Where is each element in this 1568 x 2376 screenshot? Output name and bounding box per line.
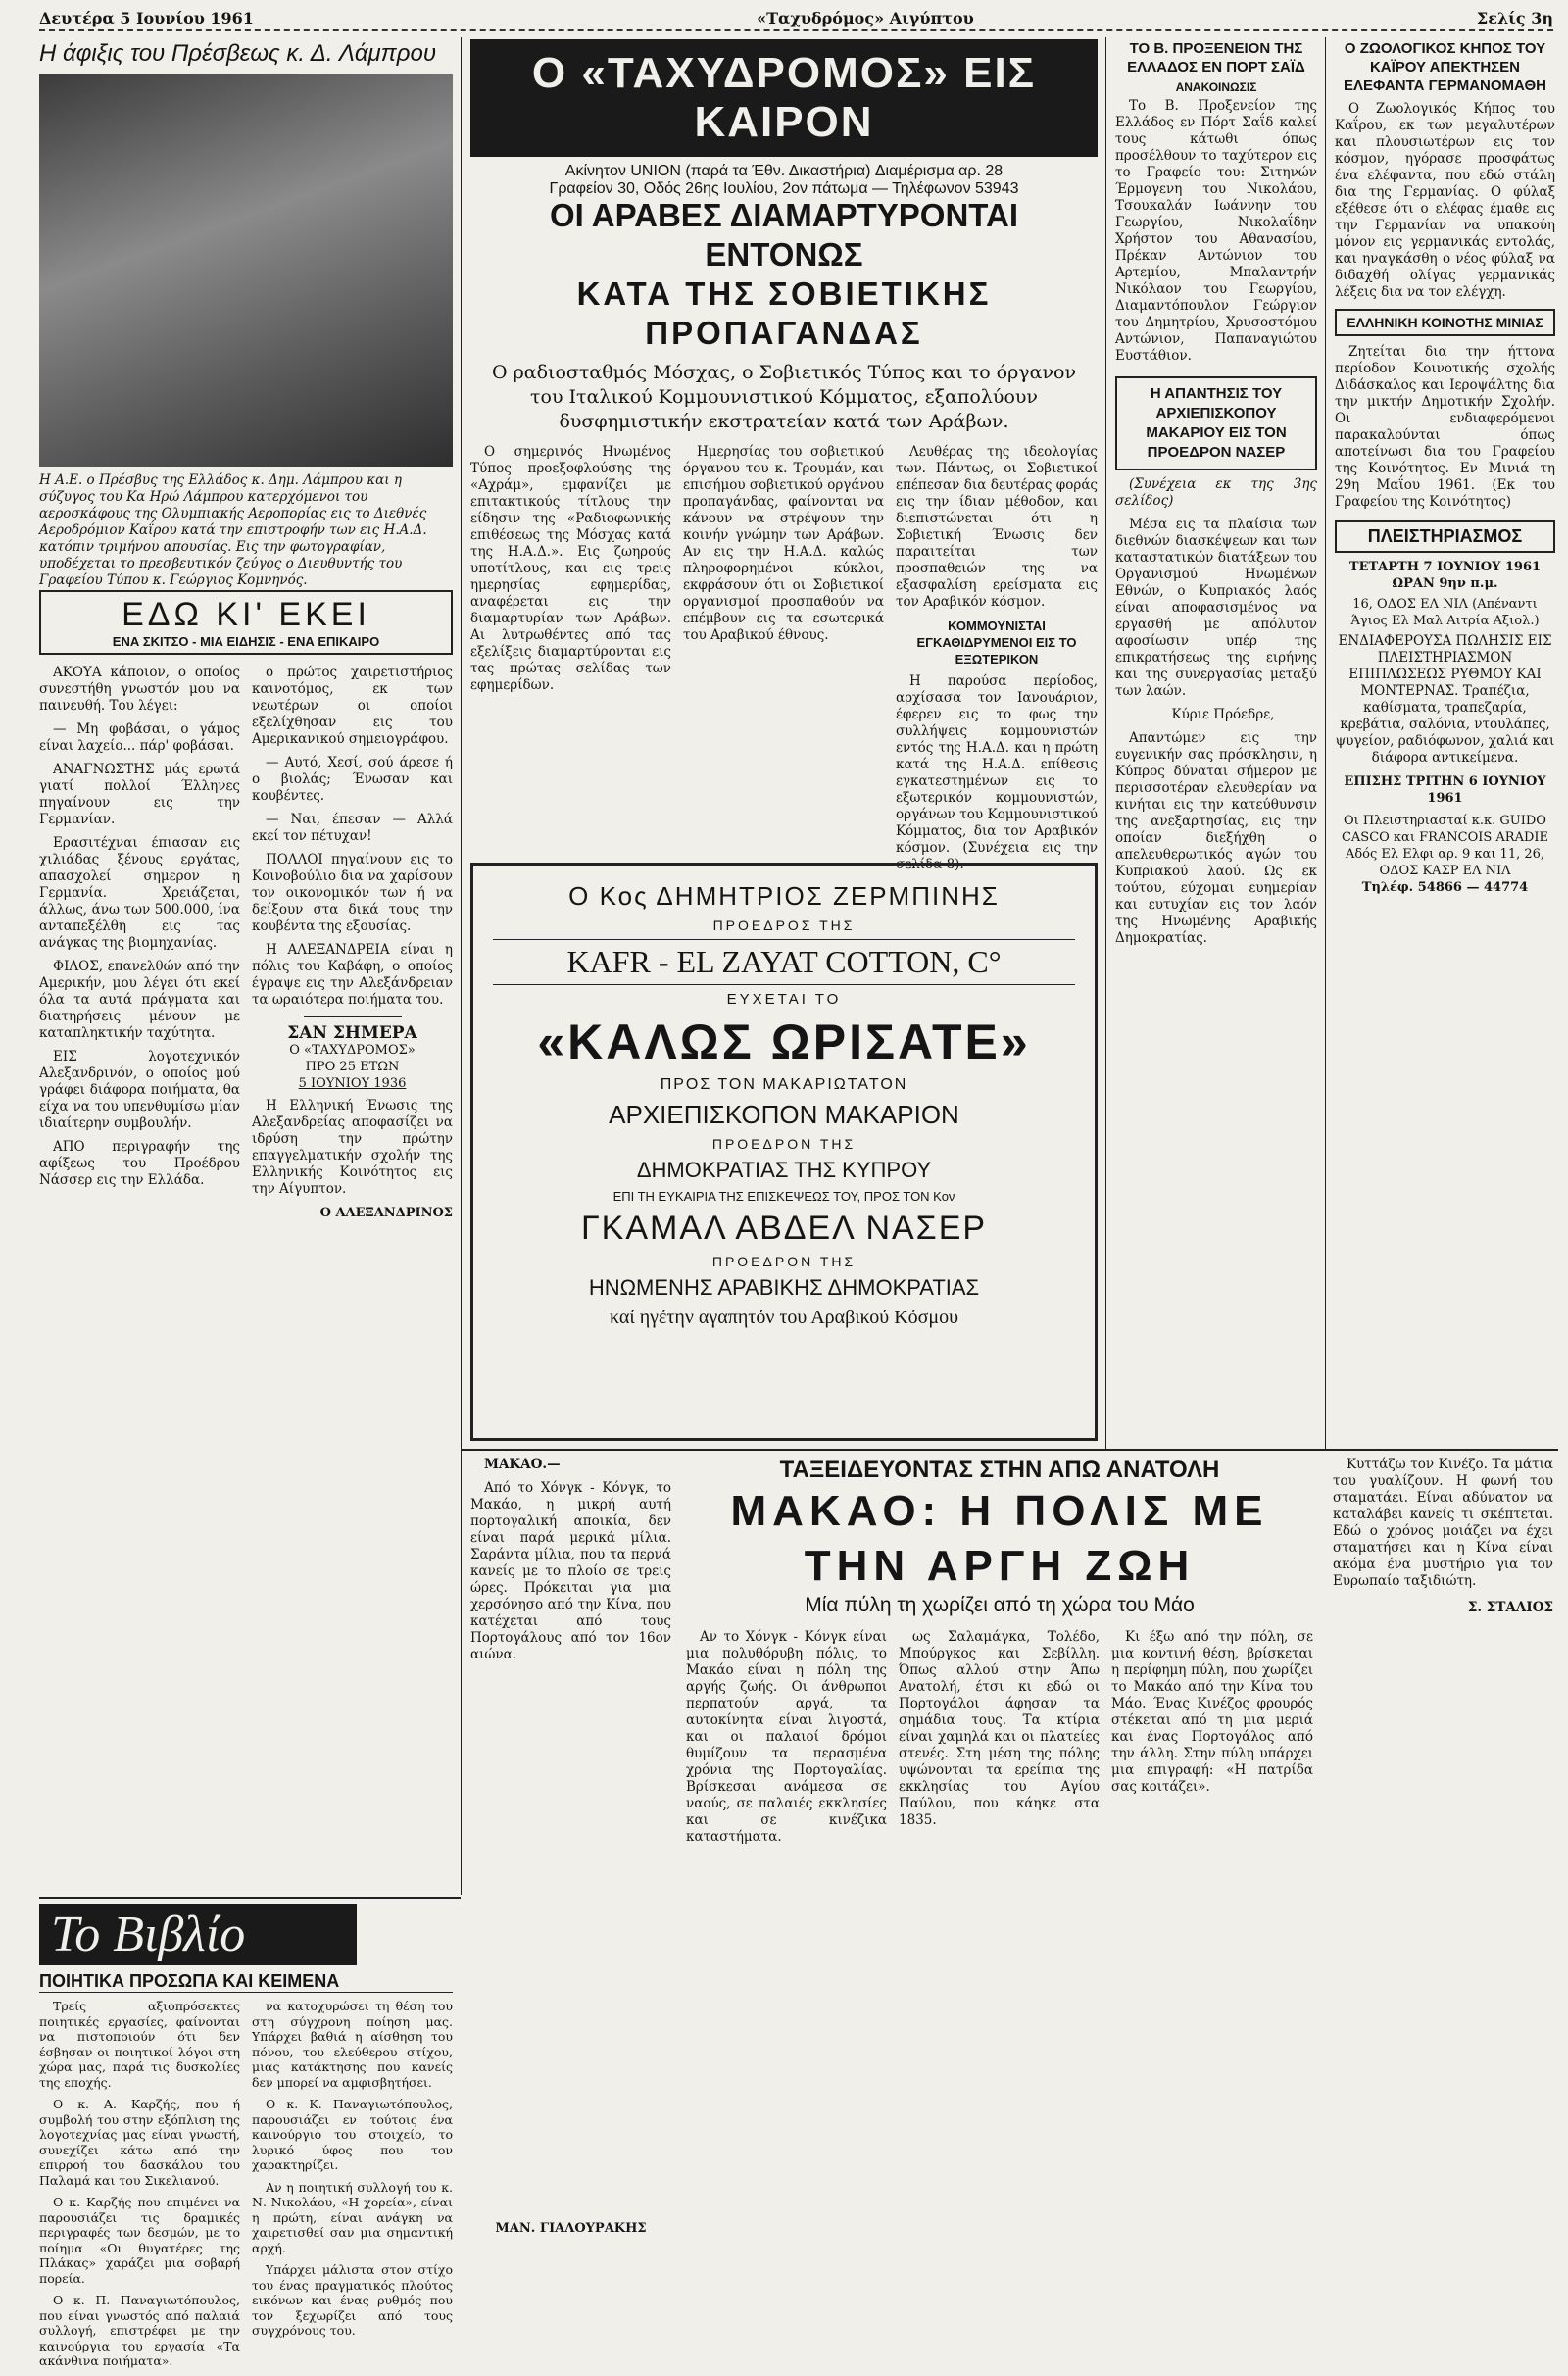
makao-col-2 [899,1629,1100,1853]
auction-address: Αδός Ελ Ελφι αρ. 9 και 11, 26, ΟΔΟΣ ΚΑΣΡ ΕΛ ΝΙΛ [1345,847,1545,878]
section-rule [39,1897,461,1899]
header-newspaper: «Ταχυδρόμος» Αιγύπτου [757,8,974,27]
koinotis-title: ΕΛΛΗΝΙΚΗ ΚΟΙΝΟΤΗΣ ΜΙΝΙΑΣ [1335,309,1555,336]
book-section [39,1904,453,2368]
ad-welcome: «ΚΑΛΩΣ ΩΡΙΣΑΤΕ» [537,1015,1031,1069]
right-column [1335,39,1555,1441]
book-paragraph: Ο κ. Α. Καρζής, που ή συμβολή του στην εξόπλιση της λογοτεχνίας μας είναι γνωστή, συνεχίζει κάτω από την επιρροή του δασκάλου του Παλαμά και του Σικελιανού. [39,2097,240,2188]
lamprou-article [39,39,453,588]
today-title: ΣΑΝ ΣΗΜΕΡΑ [287,1023,417,1043]
makarios-title: Η ΑΠΑΝΤΗΣΙΣ ΤΟΥ ΑΡΧΙΕΠΙΣΚΟΠΟΥ ΜΑΚΑΡΙΟΥ ΕΙΣ ΤΟΝ ΠΡΟΕΔΡΟΝ ΝΑΣΕΡ [1115,376,1317,470]
zoo-title: Ο ΖΩΟΛΟΓΙΚΟΣ ΚΗΠΟΣ ΤΟΥ ΚΑΪΡΟΥ ΑΠΕΚΤΗΣΕΝ ΕΛΕΦΑΝΤΑ ΓΕΡΜΑΝΟΜΑΘΗ [1344,40,1546,94]
book-paragraph: Ο κ. Π. Παναγιωτόπουλος, που είναι γνωστός από παλαιά συλλογή, επιστρέφει με την καινούργια του εργασία «Τα ακάνθινα ποιήματα». [39,2293,240,2368]
today-paper: Ο «ΤΑΧΥΔΡΟΜΟΣ» [289,1043,416,1058]
ad-occasion: ΕΠΙ ΤΗ ΕΥΚΑΙΡΙΑ ΤΗΣ ΕΠΙΣΚΕΨΕΩΣ ΤΟΥ, ΠΡΟΣ ΤΟΝ Κον [612,1189,956,1204]
makao-col-3 [1111,1629,1313,1853]
edo-subtitle: ΕΝΑ ΣΚΙΤΣΟ - ΜΙΑ ΕΙΔΗΣΙΣ - ΕΝΑ ΕΠΙΚΑΙΡΟ [112,634,380,649]
makao-title: ΜΑΚΑΟ: Η ΠΟΛΙΣ ΜΕ ΤΗΝ ΑΡΓΗ ΖΩΗ [730,1487,1269,1590]
arabs-paragraph: Ημερησίας του σοβιετικού όργανου του κ. Τρουμάν, και επισήμου σοβιετικού οργάνου προπαγάνδας, φαίνονται να κάνουν να στρέψουν την κοινήν γνώμην των Αράβων. Αν εις την Η.Α.Δ. καλώς πληροφορημένοι κύκλοι, εκφράσουν ότι οι Σοβιετικοί οργανισμοί προσπαθούν να επέμβουν εις τα εσωτερικά του Αραβικού έθνους. [683,444,884,643]
edo-paragraph: ΠΟΛΛΟΙ πηγαίνουν εις το Κοινοβούλιο δια να χαρίσουν τον οικονομικόν των ή να δείξουν στα δικά τους την κουβέντα της εξουσίας. [252,852,453,934]
makarios-address: Κύριε Πρόεδρε, [1171,707,1275,722]
edo-paragraph: ΑΠΟ περιγραφήν της αφίξεως του Προέδρου Νάσσερ εις την Ελλάδα. [39,1139,240,1188]
auction-place: 16, ΟΔΟΣ ΕΛ ΝΙΛ (Απέναντι Άγιος Ελ Μαλ Αιτρία Αξιολ.) [1350,597,1540,628]
ad-wishes: ΕΥΧΕΤΑΙ ΤΟ [726,991,842,1008]
book-col-2 [252,1999,453,2376]
auction-date: ΤΕΤΑΡΤΗ 7 ΙΟΥΝΙΟΥ 1961 ΩΡΑΝ 9ην π.μ. [1348,560,1542,591]
makao-intro-text: Από το Χόνγκ - Κόνγκ, το Μακάο, η μικρή αυτή πορτογαλική αποικία, δεν είναι παρά μερικά μίλια. Σαράντα μίλια, που τα περνά κανείς με το πλοίο σε τρεις ώρες. Πρόκειται για μια χερσόνησο από την Κίνα, που κατέχεται από τους Πορτογάλους από τον 16ον αιώνα. [470,1480,671,1662]
edo-signature: Ο ΑΛΕΞΑΝΔΡΙΝΟΣ [319,1206,453,1220]
port-said-subtitle: ΑΝΑΚΟΙΝΩΣΙΣ [1175,80,1257,94]
edo-title: ΕΔΩ ΚΙ' ΕΚΕΙ [122,596,370,633]
ad-leader: καί ηγέτην αγαπητόν του Αραβικού Κόσμου [609,1307,959,1328]
makao-col-1 [686,1629,887,1853]
makao-signature-2: Σ. ΣΤΑΛΙΟΣ [1467,1600,1553,1615]
edo-paragraph: ο πρώτος χαιρετιστήριος καινοτόμος, εκ των νεωτέρων οι οποίοι εξελίχθησαν εις του Αμερικανικού σημειογράφου. [252,665,453,747]
column-rule [1105,37,1106,1449]
arabs-article [470,196,1098,872]
arabs-lead: Ο ραδιοσταθμός Μόσχας, ο Σοβιετικός Τύπος και το όργανον του Ιταλικού Κομμουνιστικού Κόμματος, εξαπολύουν δυσφημιστικήν εκστρατείαν κατά των Αράβων. [491,362,1077,432]
arabs-title-1: ΟΙ ΑΡΑΒΕΣ ΔΙΑΜΑΡΤΥΡΟΝΤΑΙ ΕΝΤΟΝΩΣ [549,197,1019,272]
edo-box [39,590,453,655]
ad-company: KAFR - EL ZAYAT COTTON, C° [493,939,1075,985]
ad-president-of: ΠΡΟΕΔΡΟΣ ΤΗΣ [712,917,856,933]
makao-paragraph: Κι έξω από την πόλη, σε μια κοντινή θέση, βρίσκεται η περίφημη πύλη, που χωρίζει το Μακάο από την Κίνα του Μάο. Ένας Κινέζος φρουρός στέκεται από τη μια μεριά και ένας Πορτογάλος από την άλλη. Στην πύλη υπάρχει μια επιγραφή: «Η πατρίδα σας κοιτάζει». [1111,1629,1313,1795]
arabs-col-1 [470,444,671,880]
edo-ki-ekei-column [39,590,453,1894]
makao-intro [470,1457,671,1670]
book-paragraph: Ο κ. Κ. Παναγιωτόπουλος, παρουσιάζει εν τούτοις ένα καινούργιο του στοιχείο, το λυρικό ύφος που τον χαρακτηρίζει. [252,2097,453,2172]
today-text: Η Ελληνική Ένωσις της Αλεξανδρείας αποφασίζει να ιδρύση την πρώτην επαγγελματικήν σχολήν της Ελληνικής Κοινότητος εις την Αίγυπτον. [252,1098,453,1197]
auction-tuesday: ΕΠΙΣΗΣ ΤΡΙΤΗΝ 6 ΙΟΥΝΙΟΥ 1961 [1344,774,1546,806]
header-date: Δευτέρα 5 Ιουνίου 1961 [39,8,254,27]
banner-address-2: Γραφείον 30, Οδός 26ης Ιουλίου, 2ον πάτωμα — Τηλέφωνον 53943 [549,180,1019,197]
arabs-paragraph: Ο σημερινός Ηνωμένος Τύπος προεξοφλούσης της «Αχράμ», εμφανίζει με επιτακτικούς τίτλους την είδησιν της «Ραδιοφωνικής επιθέσεως της Μόσχας κατά της Η.Α.Δ.». Εις ζωηρούς υποτίτλους, και εις τρεις ημερησίας εφημερίδας, αναφέρεται εις την διαμαρτυρίαν των Αράβων. Αι λυτρωθέντες από τας εξελίξεις διαμαρτύρονται εις τας πρώτας σελίδας των εφημερίδων. [470,444,671,693]
page-header [39,6,1553,31]
arabs-col-2 [683,444,884,880]
column-rule [461,37,462,1895]
port-said-text: Το Β. Προξενείον της Ελλάδος εν Πόρτ Σαΐδ καλεί τους κάτωθι όπως προσέλθουν το ταχύτερον εις το Γραφείο του: Σιτηνών Έρμογενη του Νικολάου, Τσουκαλάν Ιωάννην του Γεωργίου, Νικολαΐδην Χρήστον του Αθανασίου, Πρέκαν Αντώνιον του Αρτεμίου, Μπαλαντρήν Νικόλαον του Γεωργίου, Διαμαντόπουλον Γεώργιον του Δημητρίου, Χρυσοστόμου Αντώνιον, Παπαναγιώτου Ευστάθιον. [1115,98,1317,364]
book-paragraph: να κατοχυρώσει τη θέση του στη σύγχρονη ποίηση μας. Υπάρχει βαθιά η αίσθηση του πόνου, του ελεύθερου στίχου, μιας κατάκτησης που κανείς δεν μπορεί να αμφισβητήσει. [252,1999,453,2090]
lamprou-title: Η άφιξις του Πρέσβεως κ. Δ. Λάμπρου [39,40,437,67]
book-paragraph: Ο κ. Καρζής που επιμένει να παρουσιάζει τις δραμικές περιγραφές των δεσμών, με το ποίημα «Οι θυγατέρες της Πλάκας» χαράζει μια σοβαρή πορεία. [39,2195,240,2286]
edo-paragraph: ΕΙΣ λογοτεχνικόν Αλεξανδρινόν, ο οποίος μού γράφει διάφορα ποιήματα, θα είχα να του υπενθυμίσω μίαν ιδιαίτερην συμβουλήν. [39,1049,240,1131]
makao-section [470,1457,1555,2251]
port-said-title: ΤΟ Β. ΠΡΟΞΕΝΕΙΟΝ ΤΗΣ ΕΛΛΑΔΟΣ ΕΝ ΠΟΡΤ ΣΑΪΔ [1127,40,1305,75]
book-paragraph: Τρείς αξιοπρόσεκτες ποιητικές εργασίες, φαίνονται να πιστοποιούν ότι δεν έσβησαν οι ποιητικοί λόγοι στη χώρα μας, παρά τις δυσκολίες της εποχής. [39,1999,240,2090]
makao-intro-title: ΜΑΚΑΟ.— [484,1457,561,1472]
auction-phone: Τηλέφ. 54866 — 44774 [1361,880,1529,895]
ad-cyprus: ΔΗΜΟΚΡΑΤΙΑΣ ΤΗΣ ΚΥΠΡΟΥ [636,1158,932,1182]
ad-to: ΠΡΟΣ ΤΟΝ ΜΑΚΑΡΙΩΤΑΤΟΝ [660,1076,908,1093]
book-paragraph: Αν η ποιητική συλλογή του κ. Ν. Νικολάου, «Η χορεία», είναι η πρώτη, είναι ανάγκη να χαιρετισθεί σαν μια σημαντική αρχή. [252,2179,453,2255]
ad-archbishop: ΑΡΧΙΕΠΙΣΚΟΠΟΝ ΜΑΚΑΡΙΟΝ [609,1100,959,1129]
makao-subtitle: Μία πύλη τη χωρίζει από τη χώρα του Μάο [805,1594,1195,1616]
arabs-paragraph: Λευθέρας της ιδεολογίας των. Πάντως, οι Σοβιετικοί επέπεσαν δια δευτέρας φοράς εις την ίδιαν μέθοδον, και διεπιστώνεται ότι η Σοβιετική Ένωσις δεν παραιτείται των προσπαθειών της να εξασφαλίση ερείσματα εις τον Αραβικόν κόσμον. [896,444,1098,610]
book-masthead: Το Βιβλίο [39,1904,357,1965]
banner-title: Ο «ΤΑΧΥΔΡΟΜΟΣ» ΕΙΣ ΚΑΙΡΟΝ [470,39,1098,157]
koinotis-text: Ζητείται δια την ήττονα περίοδον Κοινοτικής σχολής Διδάσκαλος και Ιεροψάλτης δια την μικτήν Δημοτικήν Σχολήν. Οι ενδιαφερόμενοι παρακαλούνται όπως αποτείνωσι δια του Γραφείου της Κοινότητος. Εν Μινιά τη 29η Μαΐου 1961. (Εκ του Γραφείου της Κοινότητος) [1335,344,1555,510]
section-rule [461,1449,1558,1451]
header-page: Σελίς 3η [1476,8,1553,27]
edo-col-1 [39,665,240,1221]
book-col-1 [39,1999,240,2376]
lamprou-photo [39,74,453,467]
arabs-col-3 [896,444,1098,880]
makao-signature-1: ΜΑΝ. ΓΙΑΛΟΥΡΑΚΗΣ [495,2221,647,2236]
banner-address-1: Ακίνητον UNION (παρά τα Έθν. Δικαστήρια) Διαμέρισμα αρ. 28 [564,163,1004,179]
makao-paragraph: Αν το Χόνγκ - Κόνγκ είναι μια πολυθόρυβη πόλις, το Μακάο είναι η πόλη της αργής ζωής. Οι άνθρωποι περπατούν αργά, τα αυτοκίνητα είναι λιγοστά, και οι παλαιοί δρόμοι θυμίζουν τα περασμένα χρόνια της Πορτογαλίας. Βρίσκεσαι ανάμεσα σε ναούς, σε παλαιές εκκλησίες και σε κινέζικα καταστήματα. [686,1629,887,1845]
ad-mr: Ο Κος ΔΗΜΗΤΡΙΟΣ ΖΕΡΜΠΙΝΗΣ [568,881,1000,911]
book-title: ΠΟΙΗΤΙΚΑ ΠΡΟΣΩΠΑ ΚΑΙ ΚΕΙΜΕΝΑ [39,1971,453,1993]
communists-title: ΚΟΜΜΟΥΝΙΣΤΑΙ ΕΓΚΑΘΙΔΡΥΜΕΝΟΙ ΕΙΣ ΤΟ ΕΞΩΤΕΡΙΚΟΝ [916,619,1077,667]
port-said-column [1115,39,1317,1441]
edo-paragraph: ΑΝΑΓΝΩΣΤΗΣ μάς ερωτά γιατί πολλοί Έλληνες πηγαίνουν εις την Γερμανίαν. [39,762,240,827]
makarios-continued: (Συνέχεια εκ της 3ης σελίδος) [1115,476,1317,509]
communists-text: Η παρούσα περίοδος, αρχίσασα τον Ιανουάριον, έφερεν εις το φως την συλλήψεις κομμουνιστών εντός της Η.Α.Δ. και η πρώτη κατά της Η.Α.Δ. επίθεσις εγκατεστημένων εις το εξωτερικόν κομμουνιστών, οργάνων του Κομμουνιστικού Κόμματος, δια τον Αραβικόν κόσμον. (Συνέχεια εις την σελίδα 8). [896,673,1098,872]
ad-uar: ΗΝΩΜΕΝΗΣ ΑΡΑΒΙΚΗΣ ΔΗΜΟΚΡΑΤΙΑΣ [588,1275,980,1300]
today-date: 5 ΙΟΥΝΙΟΥ 1936 [298,1076,407,1091]
edo-paragraph: — Αυτό, Χεσί, σού άρεσε ή ο βιολάς; Ένωσαν και κουβέντες. [252,755,453,804]
ad-president: ΠΡΟΕΔΡΟΝ ΤΗΣ [711,1136,857,1152]
makao-paragraph: ως Σαλαμάγκα, Τολέδο, Μπούργκος και Σεβίλλη. Όπως αλλού στην Άπω Ανατολή, έτσι κι εδώ οι Πορτογάλοι άφησαν τα σημάδια τους. Τα κτίρια είναι χαμηλά και οι πλατείες στενές. Στη μέση της πόλης υψώνονται τα ερείπια της εκκλησίας του Αγίου Παύλου, που κάηκε στα 1835. [899,1629,1100,1828]
edo-paragraph: — Ναι, έπεσαν — Αλλά εκεί τον πέτυχαν! [252,812,453,844]
kafr-zayat-ad [470,863,1098,1441]
auction-title: ΠΛΕΙΣΤΗΡΙΑΣΜΟΣ [1335,520,1555,553]
edo-col-2 [252,665,453,1221]
edo-paragraph: ΑΚΟΥΑ κάποιον, ο οποίος συνεστήθη γνωστόν μου να παινευθή. Του λέγει: [39,665,240,714]
lamprou-caption: Η Α.Ε. ο Πρέσβυς της Ελλάδος κ. Δημ. Λάμπρου και η σύζυγος του Κα Ηρώ Λάμπρου κατερχόμενοι του αεροσκάφους της Ολυμπιακής Αεροπορίας εις το Διεθνές Αεροδρόμιον Καΐρου κατά την επιστροφήν των εις Η.Α.Δ. κατόπιν τριμήνου απουσίας. Εις την φωτογραφίαν, υποδέχεται το πρεσβευτικόν ζεύγος ο Διευθυντής του Γραφείου Τύπου κ. Γεώργιος Κομνηνός. [39,472,427,588]
makarios-text: Μέσα εις τα πλαίσια των διεθνών διασκέψεων και των καταστατικών διατάξεων του Οργανισμού Ηνωμένων Εθνών, ο Κυπριακός λαός είναι αποφασισμένος να εργασθή με απόλυτον αφοσίωσιν υπέρ της επικρατήσεως της ειρήνης και της συνεργασίας μεταξύ των λαών. [1115,517,1317,699]
auction-text: ΕΝΔΙΑΦΕΡΟΥΣΑ ΠΩΛΗΣΙΣ ΕΙΣ ΠΛΕΙΣΤΗΡΙΑΣΜΟΝ ΕΠΙΠΛΩΣΕΩΣ ΡΥΘΜΟΥ ΚΑΙ ΜΟΝΤΕΡΝΑΣ. Τραπέζια, καθίσματα, τραπεζαρία, κρεβάτια, σαλόνια, ντουλάπες, ψυγείον, ραδιόφωνον, χαλιά και διάφορα αντικείμενα. [1335,633,1555,766]
edo-paragraph: Ερασιτέχναι έπιασαν εις χιλιάδας ξένους εργάτας, απασχολεί σημερον η Γερμανία. Χρειάζεται, άλλως, άνω των 500.000, ίνα ανταπεξέλθη εις τας ανάγκας της βιομηχανίας. [39,835,240,951]
zoo-text: Ο Ζωολογικός Κήπος του Καΐρου, εκ των μεγαλυτέρων και πλουσιωτέρων εις τον κόσμον, ηγόρασε προσφάτως ένα ελέφαντα, που εδώ στάλη δια της Γερμανίας. Ο φύλαξ εξέθεσε ότι ο ελέφας έμαθε εις την Γερμανίαν να υπακούη μόνον εις γερμανικάς εντολάς, και ηναγκάσθη ο νέος φύλαξ να διδαχθή ολίγας γερμανικάς λέξεις δια να τον ελέγχη. [1335,101,1555,300]
ad-nasser: ΓΚΑΜΑΛ ΑΒΔΕΛ ΝΑΣΕΡ [580,1210,988,1247]
book-paragraph: Υπάρχει μάλιστα στον στίχο του ένας πραγματικός πλούτος εικόνων και ένας ρυθμός που τον ξεχωρίζει από τους συγχρόνους του. [252,2262,453,2338]
arabs-title-2: ΚΑΤΑ ΤΗΣ ΣΟΒΙΕΤΙΚΗΣ ΠΡΟΠΑΓΑΝΔΑΣ [576,275,992,351]
main-banner [470,39,1098,197]
makarios-text-2: Απαντώμεν εις την ευγενικήν σας πρόσκλησιν, η Κύπρος δύναται σήμερον με περισσοτέραν ελευθερίαν να κινήται εις την κατεύθυνσιν της ανεξαρτησίας, εις την οποίαν διεξήχθη ο απελευθερωτικός αγών του Κυπριακού λαού. Ως εκ τούτου, εύχομαι ευημερίαν και ευτυχίαν εις τον λαόν της Ηνωμένης Αραβικής Δημοκρατίας. [1115,730,1317,946]
makao-paragraph: Κυττάζω τον Κινέζο. Τα μάτια του γυαλίζουν. Η φωνή του σταματάει. Είναι αδύνατον να καταλάβει κανείς τι σκέπτεται. Εδώ ο χρόνος μοιάζει να έχει σταματήσει και η Κίνα είναι ακόμα ένα μυστήριο για τον Ευρωπαίο ταξιδιώτη. [1333,1457,1553,1589]
auction-auctioneer: Οι Πλειστηριασταί κ.κ. GUIDO CASCO και FRANCOIS ARADIE [1341,814,1549,845]
ad-president-2: ΠΡΟΕΔΡΟΝ ΤΗΣ [711,1254,857,1269]
makao-col-4 [1333,1457,1553,1616]
column-rule [1325,37,1326,1449]
edo-paragraph: Η ΑΛΕΞΑΝΔΡΕΙΑ είναι η πόλις του Καβάφη, ο οποίος έγραψε εις την Αλεξάνδρειαν τα ωραιότερα ποιήματα του. [252,942,453,1008]
today-years: ΠΡΟ 25 ΕΤΩΝ [305,1060,400,1074]
edo-paragraph: — Μη φοβάσαι, ο γάμος είναι λαχείο... πάρ' φοβάσαι. [39,721,240,754]
makao-section-title: ΤΑΞΕΙΔΕΥΟΝΤΑΣ ΣΤΗΝ ΑΠΩ ΑΝΑΤΟΛΗ [779,1457,1220,1483]
edo-paragraph: ΦΙΛΟΣ, επανελθών από την Αμερικήν, μου λέγει ότι εκεί όλα τα αυτά πράγματα και διατηρήσεις μένουν με καταπληκτικήν ταχύτητα. [39,959,240,1041]
